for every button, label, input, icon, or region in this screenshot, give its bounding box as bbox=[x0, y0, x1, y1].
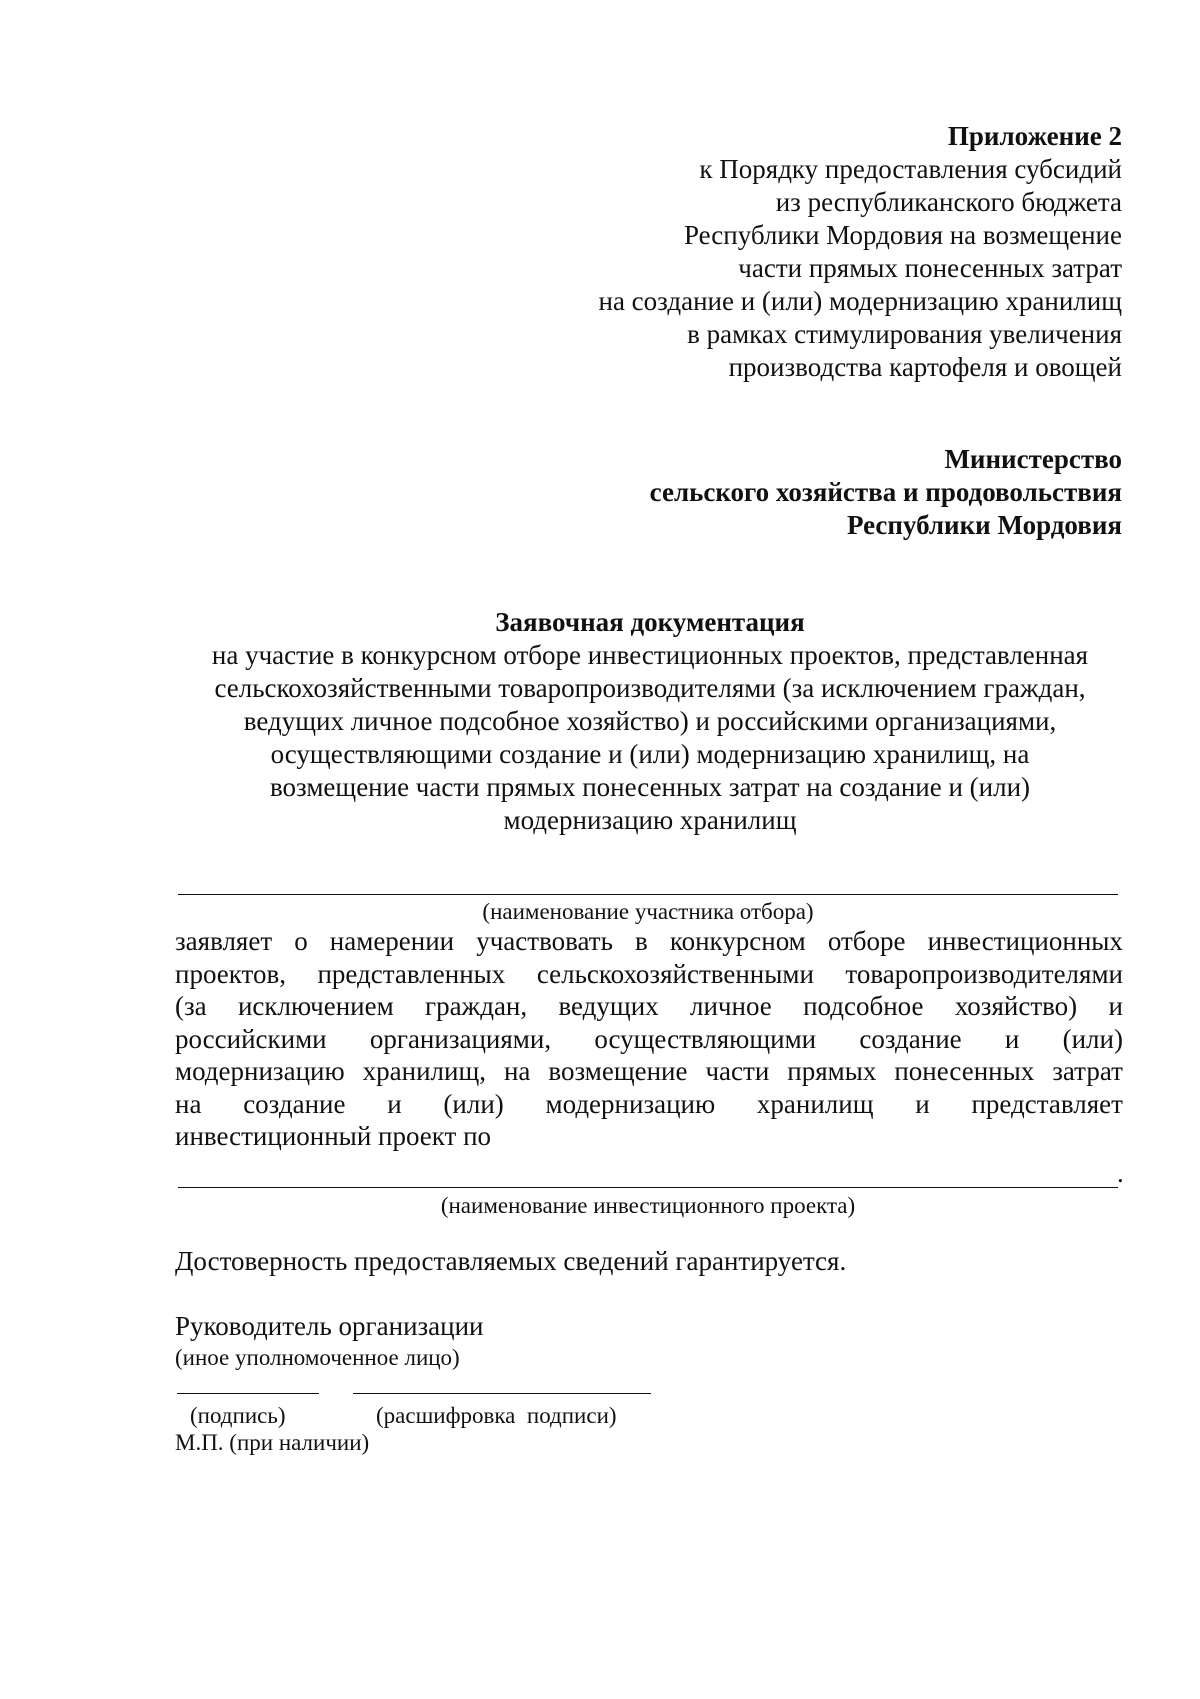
statement-line bbox=[175, 925, 1123, 958]
guarantee-statement: Достоверность предоставляемых сведений гарантируется. bbox=[175, 1246, 847, 1276]
addressee-line: Министерство bbox=[944, 444, 1122, 474]
appendix-header bbox=[0, 120, 1122, 384]
addressee-block bbox=[0, 443, 1122, 542]
statement-word: и bbox=[387, 1088, 402, 1119]
statement-word: личное bbox=[690, 991, 772, 1021]
appendix-line: к Порядку предоставления субсидий bbox=[699, 154, 1122, 184]
statement-word: российскими bbox=[175, 1023, 327, 1054]
heading-line: сельскохозяйственными товаропроизводителями (за исключением граждан, bbox=[214, 673, 1086, 703]
statement-last-line: инвестиционный проект по bbox=[175, 1121, 492, 1151]
statement-word: осуществляющими bbox=[594, 1023, 817, 1054]
statement-word: модернизацию bbox=[545, 1088, 716, 1119]
statement-line bbox=[175, 1055, 1123, 1088]
statement-word: конкурсном bbox=[669, 926, 806, 956]
statement-word: создание bbox=[859, 1023, 962, 1054]
statement-word: и bbox=[1108, 991, 1123, 1021]
participant-caption: (наименование участника отбора) bbox=[482, 899, 814, 924]
project-name-field[interactable] bbox=[178, 1187, 1118, 1188]
statement-word: о bbox=[294, 926, 308, 956]
statement-word: участвовать bbox=[476, 926, 613, 956]
statement-word: на bbox=[503, 1056, 531, 1086]
heading-title: Заявочная документация bbox=[495, 607, 805, 637]
statement-word: сельскохозяйственными bbox=[536, 958, 814, 989]
heading-line: ведущих личное подсобное хозяйство) и российскими организациями, bbox=[243, 706, 1057, 736]
statement-word: (за bbox=[175, 991, 207, 1021]
statement-word: возмещение bbox=[548, 1056, 688, 1086]
statement-word: представленных bbox=[317, 958, 506, 989]
document-heading bbox=[100, 606, 1200, 837]
signatory-title: Руководитель организации bbox=[175, 1311, 484, 1341]
participant-name-field[interactable] bbox=[178, 894, 1118, 895]
heading-line: на участие в конкурсном отборе инвестиционных проектов, представленная bbox=[211, 640, 1089, 670]
statement-word: исключением bbox=[237, 991, 394, 1021]
addressee-line: сельского хозяйства и продовольствия bbox=[649, 477, 1122, 507]
appendix-line: Республики Мордовия на возмещение bbox=[683, 220, 1122, 250]
statement-word: создание bbox=[243, 1088, 346, 1119]
signature-decoding-field[interactable] bbox=[353, 1393, 651, 1394]
statement-word: хозяйство) bbox=[954, 991, 1078, 1021]
statement-word: представляет bbox=[971, 1088, 1123, 1119]
heading-line: возмещение части прямых понесенных затрат на создание и (или) bbox=[269, 772, 1031, 802]
statement-word: модернизацию bbox=[175, 1056, 345, 1086]
statement-word: граждан, bbox=[425, 991, 528, 1021]
statement-word: организациями, bbox=[369, 1023, 552, 1054]
statement-justified-lines bbox=[175, 925, 1123, 1120]
heading-line: модернизацию хранилищ bbox=[503, 805, 797, 835]
statement-word: ведущих bbox=[558, 991, 659, 1021]
statement-line bbox=[175, 1023, 1123, 1056]
statement-paragraph bbox=[175, 925, 1123, 1153]
appendix-line: из республиканского бюджета bbox=[775, 187, 1122, 217]
statement-word: и bbox=[1004, 1023, 1020, 1054]
signatory-subtitle: (иное уполномоченное лицо) bbox=[175, 1345, 460, 1370]
statement-word: (или) bbox=[1062, 1023, 1123, 1054]
appendix-line: на создание и (или) модернизацию хранилищ bbox=[598, 286, 1122, 316]
statement-word: части bbox=[705, 1056, 770, 1086]
signature-field[interactable] bbox=[177, 1393, 319, 1394]
signature-caption: (подпись) bbox=[190, 1403, 286, 1428]
statement-line bbox=[175, 1088, 1123, 1121]
statement-word: прямых bbox=[787, 1056, 877, 1086]
appendix-line: в рамках стимулирования увеличения bbox=[687, 319, 1122, 349]
appendix-title: Приложение 2 bbox=[947, 121, 1122, 151]
statement-word: в bbox=[635, 926, 648, 956]
appendix-line: производства картофеля и овощей bbox=[728, 352, 1122, 382]
project-line-end-dot: . bbox=[1117, 1158, 1124, 1188]
statement-word: хранилищ bbox=[756, 1088, 874, 1119]
statement-word: намерении bbox=[329, 926, 455, 956]
statement-word: проектов, bbox=[175, 958, 286, 989]
statement-word: хранилищ, bbox=[362, 1056, 486, 1086]
project-caption: (наименование инвестиционного проекта) bbox=[440, 1193, 856, 1218]
statement-word: подсобное bbox=[803, 991, 924, 1021]
statement-word: затрат bbox=[1052, 1056, 1123, 1086]
statement-line bbox=[175, 958, 1123, 991]
appendix-line: части прямых понесенных затрат bbox=[738, 253, 1122, 283]
statement-word: на bbox=[175, 1088, 202, 1119]
statement-word: инвестиционных bbox=[927, 926, 1123, 956]
addressee-line: Республики Мордовия bbox=[846, 510, 1122, 540]
statement-word: (или) bbox=[443, 1088, 504, 1119]
seal-note: М.П. (при наличии) bbox=[175, 1430, 370, 1455]
statement-word: и bbox=[915, 1088, 930, 1119]
statement-word: отборе bbox=[827, 926, 906, 956]
statement-word: заявляет bbox=[175, 926, 273, 956]
statement-word: товаропроизводителями bbox=[845, 958, 1123, 989]
decoding-caption: (расшифровка подписи) bbox=[376, 1403, 617, 1428]
heading-line: осуществляющими создание и (или) модернизацию хранилищ, на bbox=[270, 739, 1030, 769]
statement-line bbox=[175, 990, 1123, 1023]
statement-word: понесенных bbox=[894, 1056, 1035, 1086]
